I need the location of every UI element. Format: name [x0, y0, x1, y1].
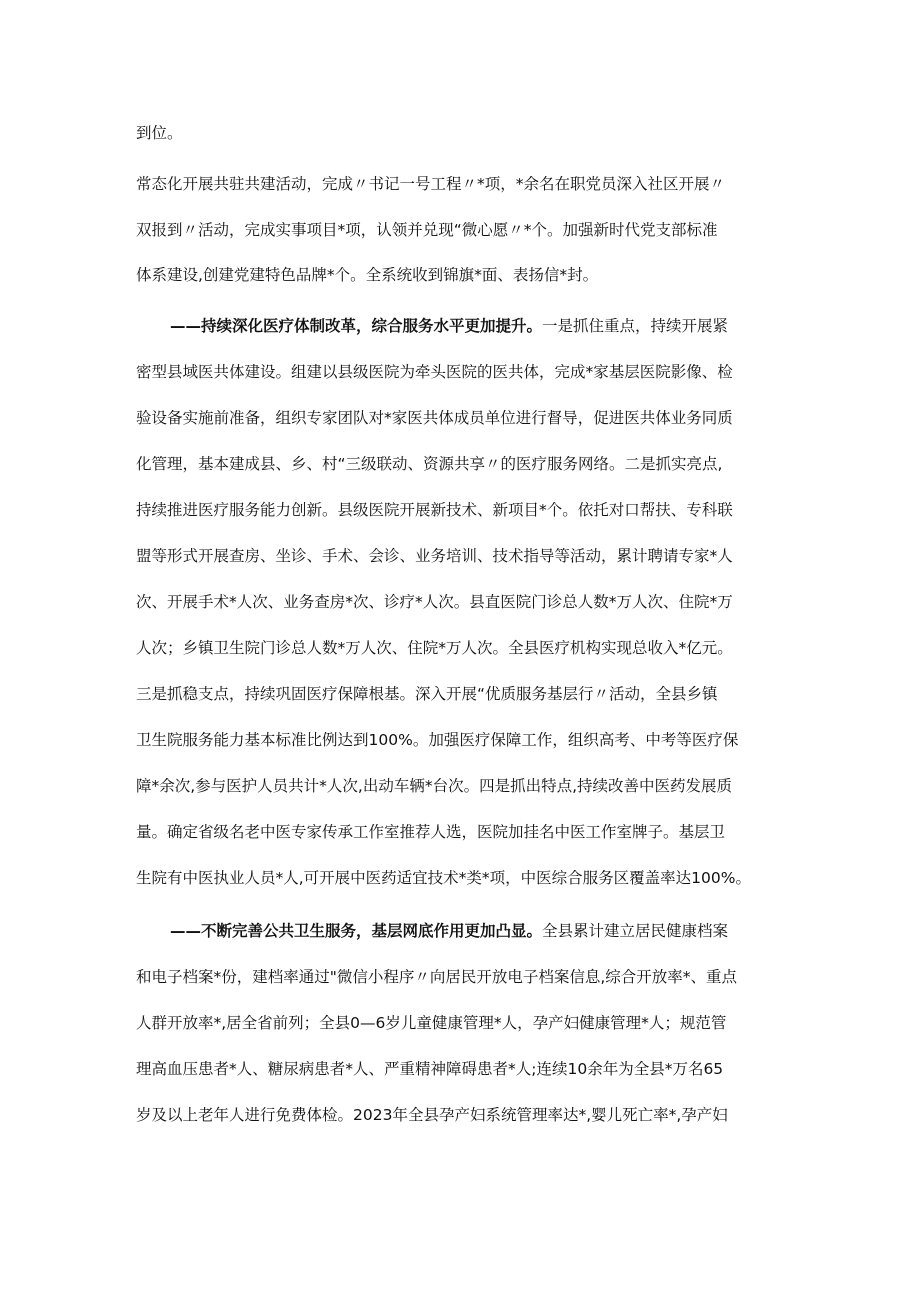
text-line-1: 到位。 — [136, 124, 183, 142]
text-line-10: 盟等形式开展查房、坐诊、手术、会诊、业务培训、技术指导等活动，累计聘请专家*人 — [136, 547, 733, 565]
text-line-20: 人群开放率*,居全省前列；全县0—6岁儿童健康管理*人，孕产妇健康管理*人；规范管 — [136, 1014, 727, 1032]
text-line-12: 人次；乡镇卫生院门诊总人数*万人次、住院*万人次。全县医疗机构实现总收入*亿元。 — [136, 639, 733, 657]
text-line-14: 卫生院服务能力基本标准比例达到100%。加强医疗保障工作，组织高考、中考等医疗保 — [136, 731, 739, 749]
section-heading-medical-reform: ——持续深化医疗体制改革，综合服务水平更加提升。一是抓住重点，持续开展紧 — [170, 317, 729, 335]
text-line-16: 量。确定省级名老中医专家传承工作室推荐人选，医院加挂名中医工作室牌子。基层卫 — [136, 823, 726, 841]
text-line-8: 化管理，基本建成县、乡、村“三级联动、资源共享〃的医疗服务网络。二是抓实亮点, — [136, 455, 723, 473]
text-line-13: 三是抓稳支点，持续巩固医疗保障根基。深入开展“优质服务基层行〃活动，全县乡镇 — [136, 685, 718, 703]
text-line-11: 次、开展手术*人次、业务查房*次、诊疗*人次。县直医院门诊总人数*万人次、住院*万 — [136, 593, 733, 611]
text-line-3: 双报到〃活动，完成实事项目*项，认领并兑现“微心愿〃*个。加强新时代党支部标准 — [136, 221, 718, 239]
section-heading-bold: ——不断完善公共卫生服务，基层网底作用更加凸显。 — [170, 922, 543, 940]
text-line-21: 理高血压患者*人、糖尿病患者*人、严重精神障碍患者*人;连续10余年为全县*万名65 — [136, 1060, 724, 1078]
text-line-4: 体系建设,创建党建特色品牌*个。全系统收到锦旗*面、表扬信*封。 — [136, 266, 599, 284]
text-line-15: 障*余次,参与医护人员共计*人次,出动车辆*台次。四是抓出特点,持续改善中医药发展质 — [136, 777, 733, 795]
text-line-6: 密型县域医共体建设。组建以县级医院为牵头医院的医共体，完成*家基层医院影像、检 — [136, 363, 733, 381]
text-line-17: 生院有中医执业人员*人,可开展中医药适宜技术*类*项，中医综合服务区覆盖率达100%。 — [136, 869, 751, 887]
section-heading-bold: ——持续深化医疗体制改革，综合服务水平更加提升。 — [170, 317, 543, 335]
text-line-22: 岁及以上老年人进行免费体检。2023年全县孕产妇系统管理率达*,婴儿死亡率*,孕产妇 — [136, 1106, 728, 1124]
section-heading-public-health: ——不断完善公共卫生服务，基层网底作用更加凸显。全县累计建立居民健康档案 — [170, 922, 729, 940]
text-line-19: 和电子档案*份，建档率通过"微信小程序〃向居民开放电子档案信息,综合开放率*、重点 — [136, 968, 738, 986]
text-line-9: 持续推进医疗服务能力创新。县级医院开展新技术、新项目*个。依托对口帮扶、专科联 — [136, 501, 733, 519]
text-line-7: 验设备实施前准备，组织专家团队对*家医共体成员单位进行督导，促进医共体业务同质 — [136, 409, 733, 427]
text-line-2: 常态化开展共驻共建活动，完成〃书记一号工程〃*项，*余名在职党员深入社区开展〃 — [136, 175, 726, 193]
